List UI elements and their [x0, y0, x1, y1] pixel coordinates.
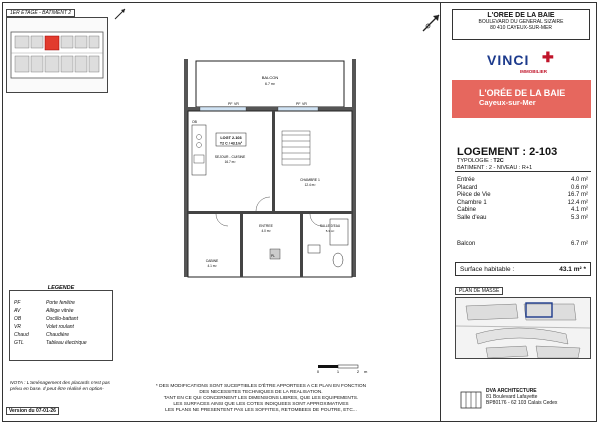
panel-divider	[440, 2, 441, 422]
vinci-subtitle: IMMOBILIER	[520, 69, 547, 74]
plan-vr-2: VR	[302, 102, 307, 106]
legend-label: Volet roulant	[46, 324, 74, 330]
legend-label: Oscillo-battant	[46, 316, 78, 322]
room-list	[457, 177, 588, 223]
floor-plan	[170, 55, 370, 280]
room-row	[457, 207, 588, 215]
room-name: Pièce de Vie	[457, 192, 491, 199]
legend-item	[14, 307, 109, 315]
east-wall	[352, 59, 356, 277]
balcon-row	[457, 241, 588, 247]
project-address-line2: 80 410 CAYEUX-SUR-MER	[490, 25, 552, 31]
project-banner	[452, 80, 591, 118]
partition-wall-4	[300, 214, 303, 277]
legend-code: VR	[14, 324, 21, 330]
disclaimer-line: DES NECESSITES TECHNIQUES DE LA REALISATION.	[199, 390, 323, 395]
legend-label: Porte fenêtre	[46, 300, 75, 306]
dva-logo-icon	[458, 386, 484, 412]
plan-sdeau-label: SALLE D'EAU	[319, 224, 341, 228]
floor-label: 1ER ETAGE - BATIMENT 2	[6, 9, 75, 17]
architect-address-2: BP80176 - 62 103 Calais Cedex	[486, 400, 558, 406]
banner-subtitle: Cayeux-sur-Mer	[479, 98, 536, 107]
room-area: 4.0 m²	[570, 177, 588, 183]
room-area: 12.4 m²	[567, 199, 588, 206]
plan-ob-label: OB	[192, 120, 197, 124]
plan-balcon-area: 6.7 m²	[265, 82, 275, 86]
disclaimer-line: * DES MODIFICATIONS SONT SUCEPTIBLES D'ÊTRE APPORTEES A CE PLAN EN FONCTION	[155, 384, 367, 389]
plan-pf-1: PF	[228, 102, 233, 106]
legend-label: Allège vitrée	[46, 308, 74, 314]
legend-item	[14, 323, 109, 331]
room-area: 4.1 m²	[570, 207, 588, 214]
compass-icon	[420, 12, 442, 34]
plan-vr-1: VR	[234, 102, 239, 106]
disclaimer	[130, 384, 392, 414]
legend-code: AV	[14, 308, 21, 314]
scale-bar	[316, 362, 396, 374]
window-pf-2	[278, 107, 318, 111]
architect-address-1: 81 Boulevard Lafayette	[486, 394, 538, 400]
room-row	[457, 185, 588, 193]
legend-code: OB	[14, 316, 22, 322]
scale-unit: m	[364, 369, 368, 374]
typologie-label: TYPOLOGIE :	[457, 158, 494, 164]
site-plan-label: PLAN DE MASSE	[455, 287, 503, 295]
plan-chambre-area: 12.4 m²	[304, 183, 316, 187]
typologie-value: T2C	[493, 158, 504, 164]
plan-balcon-label: BALCON	[261, 75, 279, 80]
room-row	[457, 215, 588, 223]
balcon-name: Balcon	[457, 241, 476, 247]
vinci-mark-icon: ✚	[542, 49, 554, 65]
legend-list	[14, 299, 109, 347]
divider	[455, 171, 591, 172]
project-title-block	[452, 9, 590, 40]
project-address-line1: BOULEVARD DU GENERAL SIZAIRE	[478, 19, 564, 25]
partition-wall-1	[272, 111, 275, 211]
scale-tick-1: 1	[336, 369, 340, 374]
kitchen-counter	[192, 125, 206, 175]
legend-item	[14, 315, 109, 323]
placard-note: NOTA : L'aménagement des placards n'est pas prévu en base. Il peut être réalisé en option-	[10, 381, 110, 392]
architect-name: DVA ARCHITECTURE	[486, 388, 537, 394]
room-name: Salle d'eau	[457, 214, 487, 221]
north-arrow-icon	[113, 7, 127, 21]
scale-tick-0: 0	[316, 369, 320, 374]
legend-item	[14, 331, 109, 339]
version-label: Version du 07-01-26	[6, 407, 59, 415]
legend-item	[14, 339, 109, 347]
partition-wall-3	[240, 214, 243, 277]
batiment-niveau: BATIMENT : 2 - NIVEAU : R+1	[457, 165, 533, 171]
plan-cabine-label: CABINE	[205, 259, 219, 263]
room-row	[457, 192, 588, 200]
surface-habitable-box	[455, 262, 591, 276]
partition-wall-2	[188, 211, 352, 214]
room-name: Placard	[457, 184, 478, 191]
project-name: L'OREE DE LA BAIE	[487, 12, 555, 19]
room-name: Chambre 1	[457, 199, 487, 206]
legend-label: Tableau électrique	[46, 340, 87, 346]
legend-label: Chaudière	[46, 332, 70, 338]
room-name: Cabine	[457, 207, 477, 214]
banner-title: L'ORÉE DE LA BAIE	[479, 88, 566, 98]
plan-entree-area: 4.0 m²	[261, 229, 271, 233]
room-area: 5.3 m²	[570, 214, 588, 221]
window-pf-1	[200, 107, 246, 111]
scale-segment	[338, 365, 358, 368]
disclaimer-line: LES SURFACES AINSI QUE LES COTES INDIQUEES SONT APPROXIMATIVES	[173, 402, 349, 407]
architect-block	[486, 388, 557, 406]
floor-mini-plan	[6, 17, 108, 93]
vinci-logo: VINCI	[487, 52, 530, 68]
disclaimer-line: LES PLANS NE PRESENTENT PAS LES SOFFITES, RETOMBEES DE POUTRE, ETC...	[165, 408, 357, 413]
plan-sdeau-area: 5.3 m²	[325, 229, 335, 233]
plan-sejour-area: 16.7 m²	[224, 160, 236, 164]
room-row	[457, 200, 588, 208]
scale-tick-2: 2	[356, 369, 360, 374]
surface-value: 43.1 m² *	[559, 265, 586, 273]
room-row	[457, 177, 588, 185]
typologie	[457, 158, 504, 164]
logement-title: LOGEMENT : 2-103	[457, 146, 558, 158]
legend-title: LEGENDE	[47, 285, 75, 291]
balcon-area: 6.7 m²	[570, 241, 588, 247]
disclaimer-line: TANT EN CE QUI CONCERNENT LES DIMENSIONS LIBRES, QUE LES EQUIPEMENTS.	[163, 396, 359, 401]
plan-logt-type: T2 C / 43.1m²	[219, 141, 243, 146]
plan-pf-2: PF	[296, 102, 301, 106]
plan-logt-label: LOGT 2-103	[220, 136, 242, 140]
legend-code: Chaud	[14, 332, 29, 338]
room-area: 16.7 m²	[567, 192, 588, 199]
plan-cabine-area: 4.1 m²	[207, 264, 217, 268]
surface-label: Surface habitable :	[460, 265, 515, 273]
plan-pl-label: PL	[271, 254, 275, 258]
scale-segment	[318, 365, 338, 368]
plan-sejour-label: SEJOUR - CUISINE	[214, 155, 246, 159]
room-area: 0.6 m²	[570, 184, 588, 191]
legend-code: GTL	[14, 340, 24, 346]
plan-chambre-label: CHAMBRE 1	[300, 178, 320, 182]
room-name: Entrée	[457, 177, 475, 183]
plan-entree-label: ENTREE	[259, 224, 273, 228]
west-wall	[184, 59, 188, 277]
legend-code: PF	[14, 300, 21, 306]
site-plan-map	[455, 297, 591, 359]
legend-item	[14, 299, 109, 307]
